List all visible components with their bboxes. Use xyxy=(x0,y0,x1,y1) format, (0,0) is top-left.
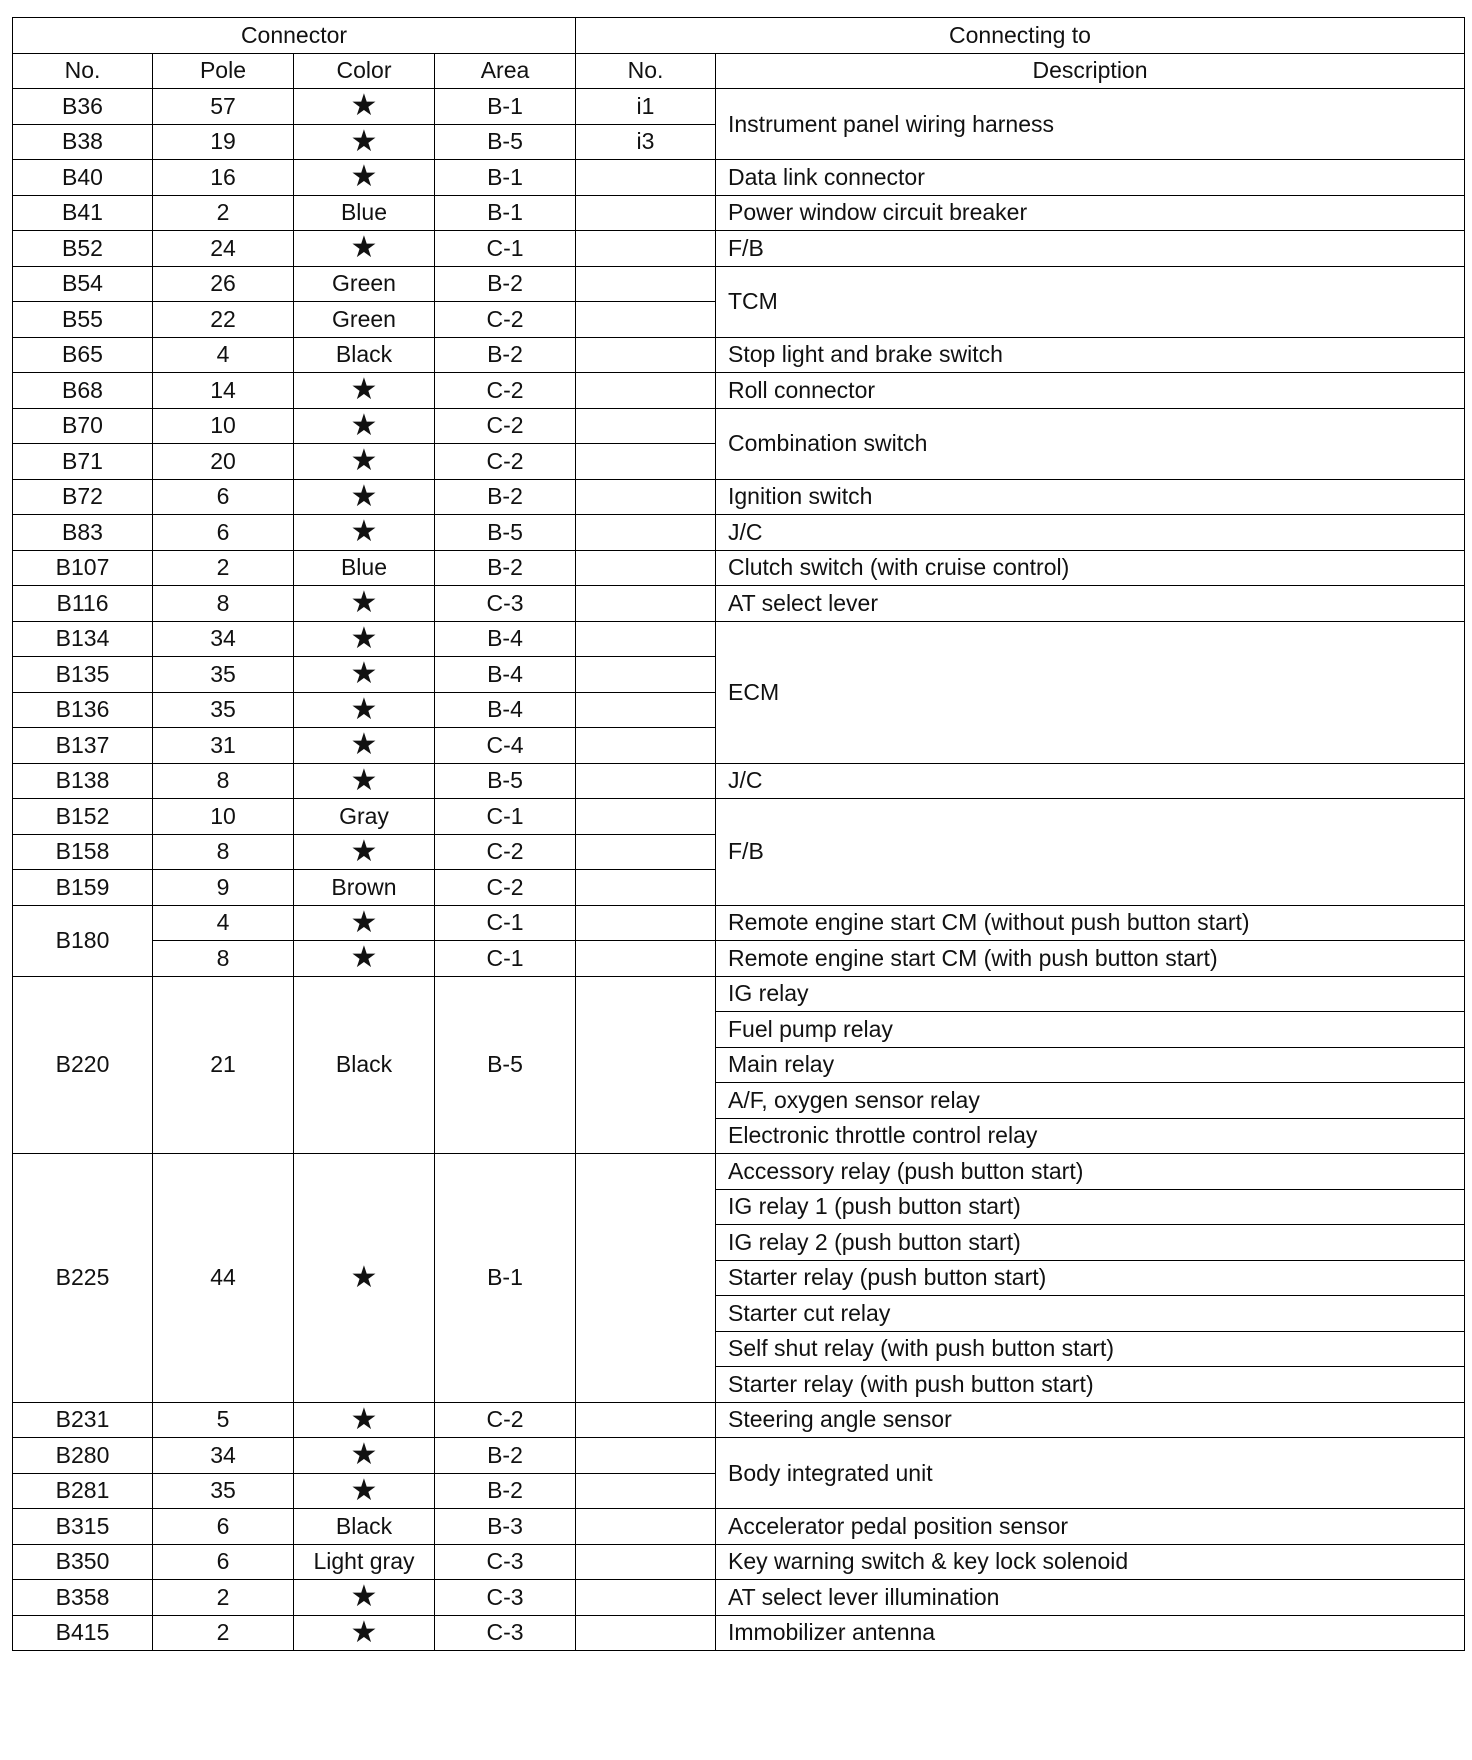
area-cell: B-2 xyxy=(435,1438,576,1474)
pole-cell: 2 xyxy=(153,1615,294,1651)
star-icon: ★ xyxy=(294,763,435,799)
color-cell: Green xyxy=(294,266,435,302)
to-no-cell: i3 xyxy=(576,124,716,160)
description-cell: Starter relay (push button start) xyxy=(716,1260,1465,1296)
area-cell: B-1 xyxy=(435,1154,576,1403)
star-icon: ★ xyxy=(294,160,435,196)
connector-no-cell: B220 xyxy=(13,976,153,1154)
pole-cell: 9 xyxy=(153,870,294,906)
area-cell: C-2 xyxy=(435,1402,576,1438)
star-icon: ★ xyxy=(294,124,435,160)
description-cell: Accessory relay (push button start) xyxy=(716,1154,1465,1190)
connector-no-cell: B158 xyxy=(13,834,153,870)
connector-no-cell: B415 xyxy=(13,1615,153,1651)
description-cell: Body integrated unit xyxy=(716,1438,1465,1509)
area-cell: B-5 xyxy=(435,763,576,799)
area-cell: B-4 xyxy=(435,657,576,693)
area-cell: B-5 xyxy=(435,976,576,1154)
color-cell: Green xyxy=(294,302,435,338)
table-row xyxy=(13,337,1465,373)
description-cell: IG relay xyxy=(716,976,1465,1012)
area-cell: C-2 xyxy=(435,444,576,480)
area-cell: C-1 xyxy=(435,799,576,835)
connector-no-cell: B358 xyxy=(13,1580,153,1616)
table-row xyxy=(13,408,1465,444)
col-header-pole: Pole xyxy=(153,53,294,89)
area-cell: C-3 xyxy=(435,586,576,622)
connector-no-cell: B152 xyxy=(13,799,153,835)
pole-cell: 8 xyxy=(153,941,294,977)
connector-no-cell: B135 xyxy=(13,657,153,693)
area-cell: C-1 xyxy=(435,941,576,977)
group-header-connecting-to: Connecting to xyxy=(576,18,1465,54)
description-cell: Power window circuit breaker xyxy=(716,195,1465,231)
connector-no-cell: B54 xyxy=(13,266,153,302)
group-header-connector: Connector xyxy=(13,18,576,54)
pole-cell: 34 xyxy=(153,621,294,657)
to-no-cell xyxy=(576,799,716,835)
pole-cell: 8 xyxy=(153,763,294,799)
star-icon: ★ xyxy=(294,1154,435,1403)
area-cell: C-2 xyxy=(435,408,576,444)
table-row xyxy=(13,799,1465,835)
color-cell: Black xyxy=(294,976,435,1154)
pole-cell: 6 xyxy=(153,479,294,515)
pole-cell: 35 xyxy=(153,657,294,693)
star-icon: ★ xyxy=(294,834,435,870)
pole-cell: 8 xyxy=(153,586,294,622)
color-cell: Black xyxy=(294,337,435,373)
color-cell: Blue xyxy=(294,550,435,586)
star-icon: ★ xyxy=(294,408,435,444)
col-header-to-no: No. xyxy=(576,53,716,89)
col-header-no: No. xyxy=(13,53,153,89)
description-cell: AT select lever illumination xyxy=(716,1580,1465,1616)
col-header-area: Area xyxy=(435,53,576,89)
to-no-cell xyxy=(576,231,716,267)
connector-no-cell: B116 xyxy=(13,586,153,622)
pole-cell: 2 xyxy=(153,195,294,231)
description-cell: Stop light and brake switch xyxy=(716,337,1465,373)
pole-cell: 19 xyxy=(153,124,294,160)
connector-no-cell: B70 xyxy=(13,408,153,444)
pole-cell: 22 xyxy=(153,302,294,338)
pole-cell: 4 xyxy=(153,337,294,373)
color-cell: Light gray xyxy=(294,1544,435,1580)
star-icon: ★ xyxy=(294,515,435,551)
description-cell: IG relay 2 (push button start) xyxy=(716,1225,1465,1261)
description-cell: IG relay 1 (push button start) xyxy=(716,1189,1465,1225)
to-no-cell xyxy=(576,586,716,622)
table-row xyxy=(13,266,1465,302)
table-row xyxy=(13,160,1465,196)
description-cell: Accelerator pedal position sensor xyxy=(716,1509,1465,1545)
connector-no-cell: B52 xyxy=(13,231,153,267)
to-no-cell xyxy=(576,444,716,480)
col-header-color: Color xyxy=(294,53,435,89)
connector-no-cell: B281 xyxy=(13,1473,153,1509)
star-icon: ★ xyxy=(294,728,435,764)
table-row xyxy=(13,1580,1465,1616)
area-cell: C-3 xyxy=(435,1580,576,1616)
table-row xyxy=(13,1615,1465,1651)
area-cell: B-4 xyxy=(435,692,576,728)
to-no-cell xyxy=(576,1473,716,1509)
description-cell: Ignition switch xyxy=(716,479,1465,515)
table-row xyxy=(13,763,1465,799)
area-cell: C-4 xyxy=(435,728,576,764)
color-cell: Gray xyxy=(294,799,435,835)
area-cell: C-2 xyxy=(435,373,576,409)
to-no-cell xyxy=(576,550,716,586)
area-cell: C-3 xyxy=(435,1544,576,1580)
connector-no-cell: B65 xyxy=(13,337,153,373)
area-cell: B-2 xyxy=(435,1473,576,1509)
area-cell: C-1 xyxy=(435,231,576,267)
star-icon: ★ xyxy=(294,1580,435,1616)
pole-cell: 31 xyxy=(153,728,294,764)
table-row xyxy=(13,905,1465,941)
pole-cell: 5 xyxy=(153,1402,294,1438)
connector-no-cell: B71 xyxy=(13,444,153,480)
star-icon: ★ xyxy=(294,444,435,480)
connector-no-cell: B136 xyxy=(13,692,153,728)
to-no-cell xyxy=(576,337,716,373)
table-row xyxy=(13,479,1465,515)
color-cell: Black xyxy=(294,1509,435,1545)
star-icon: ★ xyxy=(294,586,435,622)
to-no-cell xyxy=(576,976,716,1154)
star-icon: ★ xyxy=(294,941,435,977)
to-no-cell xyxy=(576,1154,716,1403)
pole-cell: 2 xyxy=(153,1580,294,1616)
area-cell: B-2 xyxy=(435,337,576,373)
pole-cell: 4 xyxy=(153,905,294,941)
star-icon: ★ xyxy=(294,621,435,657)
pole-cell: 34 xyxy=(153,1438,294,1474)
pole-cell: 44 xyxy=(153,1154,294,1403)
star-icon: ★ xyxy=(294,905,435,941)
description-cell: Data link connector xyxy=(716,160,1465,196)
connector-no-cell: B231 xyxy=(13,1402,153,1438)
connector-no-cell: B159 xyxy=(13,870,153,906)
pole-cell: 21 xyxy=(153,976,294,1154)
description-cell: Main relay xyxy=(716,1047,1465,1083)
description-cell: F/B xyxy=(716,799,1465,906)
table-row xyxy=(13,1438,1465,1474)
table-row xyxy=(13,195,1465,231)
table-row xyxy=(13,515,1465,551)
to-no-cell xyxy=(576,160,716,196)
to-no-cell xyxy=(576,408,716,444)
area-cell: C-2 xyxy=(435,870,576,906)
connector-no-cell: B36 xyxy=(13,89,153,125)
to-no-cell xyxy=(576,515,716,551)
area-cell: B-5 xyxy=(435,124,576,160)
group-header-row xyxy=(13,18,1465,54)
to-no-cell xyxy=(576,266,716,302)
to-no-cell xyxy=(576,302,716,338)
pole-cell: 57 xyxy=(153,89,294,125)
area-cell: B-2 xyxy=(435,479,576,515)
description-cell: Remote engine start CM (without push button start) xyxy=(716,905,1465,941)
connector-no-cell: B72 xyxy=(13,479,153,515)
table-row xyxy=(13,586,1465,622)
pole-cell: 2 xyxy=(153,550,294,586)
connector-no-cell: B40 xyxy=(13,160,153,196)
description-cell: Immobilizer antenna xyxy=(716,1615,1465,1651)
connector-table xyxy=(12,17,1465,1651)
description-cell: TCM xyxy=(716,266,1465,337)
connector-table-container xyxy=(12,17,1464,1651)
description-cell: J/C xyxy=(716,515,1465,551)
table-row xyxy=(13,373,1465,409)
area-cell: B-3 xyxy=(435,1509,576,1545)
connector-no-cell: B180 xyxy=(13,905,153,976)
pole-cell: 14 xyxy=(153,373,294,409)
col-header-description: Description xyxy=(716,53,1465,89)
to-no-cell xyxy=(576,373,716,409)
star-icon: ★ xyxy=(294,479,435,515)
pole-cell: 6 xyxy=(153,515,294,551)
to-no-cell xyxy=(576,763,716,799)
star-icon: ★ xyxy=(294,231,435,267)
to-no-cell xyxy=(576,834,716,870)
description-cell: Starter relay (with push button start) xyxy=(716,1367,1465,1403)
description-cell: Clutch switch (with cruise control) xyxy=(716,550,1465,586)
table-row xyxy=(13,621,1465,657)
pole-cell: 10 xyxy=(153,408,294,444)
area-cell: B-2 xyxy=(435,266,576,302)
to-no-cell xyxy=(576,870,716,906)
pole-cell: 26 xyxy=(153,266,294,302)
description-cell: Electronic throttle control relay xyxy=(716,1118,1465,1154)
star-icon: ★ xyxy=(294,89,435,125)
pole-cell: 10 xyxy=(153,799,294,835)
to-no-cell xyxy=(576,657,716,693)
description-cell: Instrument panel wiring harness xyxy=(716,89,1465,160)
description-cell: Steering angle sensor xyxy=(716,1402,1465,1438)
area-cell: B-2 xyxy=(435,550,576,586)
pole-cell: 16 xyxy=(153,160,294,196)
table-row xyxy=(13,231,1465,267)
to-no-cell xyxy=(576,941,716,977)
connector-no-cell: B225 xyxy=(13,1154,153,1403)
to-no-cell xyxy=(576,1509,716,1545)
star-icon: ★ xyxy=(294,1402,435,1438)
star-icon: ★ xyxy=(294,1615,435,1651)
to-no-cell xyxy=(576,1580,716,1616)
to-no-cell xyxy=(576,621,716,657)
description-cell: Starter cut relay xyxy=(716,1296,1465,1332)
to-no-cell xyxy=(576,195,716,231)
to-no-cell xyxy=(576,692,716,728)
description-cell: F/B xyxy=(716,231,1465,267)
connector-no-cell: B38 xyxy=(13,124,153,160)
table-row xyxy=(13,941,1465,977)
connector-no-cell: B107 xyxy=(13,550,153,586)
color-cell: Blue xyxy=(294,195,435,231)
table-row xyxy=(13,1154,1465,1190)
pole-cell: 6 xyxy=(153,1544,294,1580)
star-icon: ★ xyxy=(294,1438,435,1474)
to-no-cell xyxy=(576,1544,716,1580)
description-cell: Fuel pump relay xyxy=(716,1012,1465,1048)
star-icon: ★ xyxy=(294,692,435,728)
connector-no-cell: B137 xyxy=(13,728,153,764)
table-row xyxy=(13,550,1465,586)
description-cell: Roll connector xyxy=(716,373,1465,409)
color-cell: Brown xyxy=(294,870,435,906)
area-cell: B-1 xyxy=(435,160,576,196)
connector-no-cell: B138 xyxy=(13,763,153,799)
pole-cell: 35 xyxy=(153,692,294,728)
table-row xyxy=(13,1402,1465,1438)
pole-cell: 35 xyxy=(153,1473,294,1509)
to-no-cell: i1 xyxy=(576,89,716,125)
pole-cell: 6 xyxy=(153,1509,294,1545)
connector-no-cell: B315 xyxy=(13,1509,153,1545)
description-cell: Key warning switch & key lock solenoid xyxy=(716,1544,1465,1580)
to-no-cell xyxy=(576,905,716,941)
pole-cell: 24 xyxy=(153,231,294,267)
description-cell: Self shut relay (with push button start) xyxy=(716,1331,1465,1367)
table-row xyxy=(13,1509,1465,1545)
to-no-cell xyxy=(576,728,716,764)
description-cell: J/C xyxy=(716,763,1465,799)
connector-no-cell: B280 xyxy=(13,1438,153,1474)
connector-no-cell: B350 xyxy=(13,1544,153,1580)
area-cell: C-3 xyxy=(435,1615,576,1651)
star-icon: ★ xyxy=(294,1473,435,1509)
connector-no-cell: B41 xyxy=(13,195,153,231)
connector-no-cell: B55 xyxy=(13,302,153,338)
description-cell: ECM xyxy=(716,621,1465,763)
description-cell: Remote engine start CM (with push button start) xyxy=(716,941,1465,977)
connector-no-cell: B134 xyxy=(13,621,153,657)
star-icon: ★ xyxy=(294,657,435,693)
to-no-cell xyxy=(576,1402,716,1438)
pole-cell: 8 xyxy=(153,834,294,870)
description-cell: AT select lever xyxy=(716,586,1465,622)
area-cell: B-4 xyxy=(435,621,576,657)
area-cell: B-5 xyxy=(435,515,576,551)
table-row xyxy=(13,89,1465,125)
table-row xyxy=(13,976,1465,1012)
area-cell: B-1 xyxy=(435,89,576,125)
connector-no-cell: B83 xyxy=(13,515,153,551)
pole-cell: 20 xyxy=(153,444,294,480)
to-no-cell xyxy=(576,1438,716,1474)
description-cell: A/F, oxygen sensor relay xyxy=(716,1083,1465,1119)
column-header-row xyxy=(13,53,1465,89)
connector-no-cell: B68 xyxy=(13,373,153,409)
area-cell: C-1 xyxy=(435,905,576,941)
area-cell: C-2 xyxy=(435,302,576,338)
area-cell: B-1 xyxy=(435,195,576,231)
table-row xyxy=(13,1544,1465,1580)
description-cell: Combination switch xyxy=(716,408,1465,479)
area-cell: C-2 xyxy=(435,834,576,870)
star-icon: ★ xyxy=(294,373,435,409)
to-no-cell xyxy=(576,1615,716,1651)
to-no-cell xyxy=(576,479,716,515)
